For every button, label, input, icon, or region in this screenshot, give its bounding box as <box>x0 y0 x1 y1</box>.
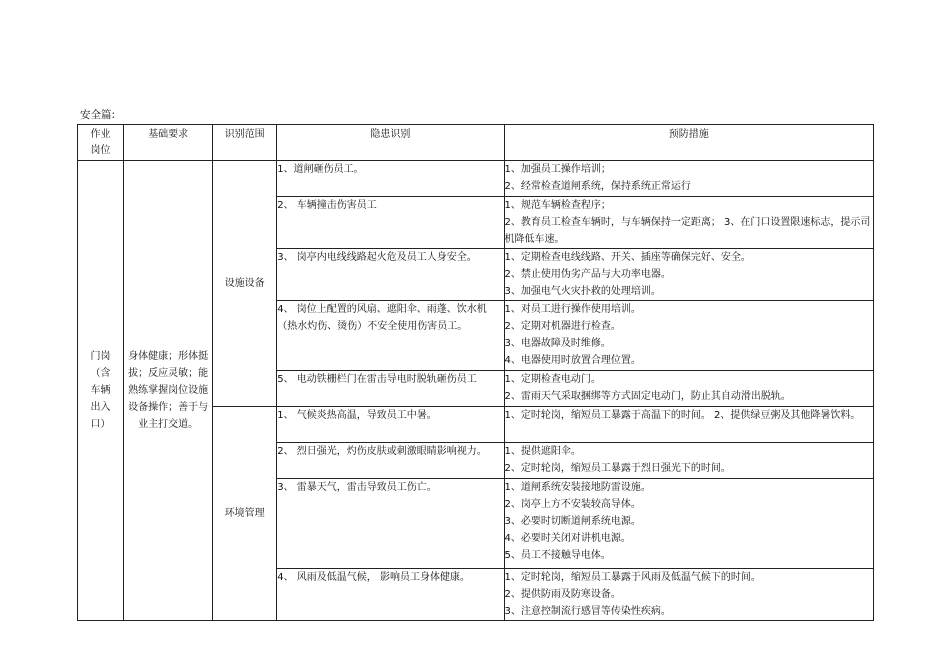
table-body <box>78 161 874 621</box>
measure-item: 1、对员工进行操作使用培训。 <box>504 304 641 315</box>
measure-item: 2、雷雨天气采取捆绑等方式固定电动门，防止其自动滑出脱轨。 <box>504 391 791 402</box>
measure-item: 1、定时轮岗，缩短员工暴露于高温下的时间。 2、提供绿豆粥及其他降暑饮料。 <box>504 410 861 421</box>
safety-table <box>77 124 874 621</box>
measure-item: 2、教育员工检查车辆时，与车辆保持一定距离； 3、在门口设置限速标志，提示司机降低车速。 <box>504 217 871 245</box>
measure-item: 4、必要时关闭对讲机电源。 <box>504 533 631 544</box>
measure-item: 1、加强员工操作培训； <box>504 164 611 175</box>
header-measure: 预防措施 <box>504 125 873 161</box>
measure-cell <box>504 569 873 621</box>
measure-item: 3、必要时切断道闸系统电源。 <box>504 516 641 527</box>
measure-cell <box>504 479 873 569</box>
measure-item: 1、定时轮岗，缩短员工暴露于风雨及低温气候下的时间。 <box>504 572 761 583</box>
measure-cell <box>504 407 873 443</box>
table-row <box>78 161 874 197</box>
hazard-cell: 1、 气候炎热高温，导致员工中暑。 <box>277 407 504 443</box>
measure-item: 5、员工不接触导电体。 <box>504 550 611 561</box>
hazard-cell: 3、 岗亭内电线线路起火危及员工人身安全。 <box>277 249 504 301</box>
measure-cell <box>504 161 873 197</box>
scope-cell: 设施设备 <box>213 161 277 407</box>
measure-item: 3、注意控制流行感冒等传染性疾病。 <box>504 606 671 617</box>
hazard-cell: 2、 烈日强光，灼伤皮肤或刺激眼睛影响视力。 <box>277 443 504 479</box>
measure-item: 3、电器故障及时维修。 <box>504 338 611 349</box>
measure-item: 2、经常检查道闸系统，保持系统正常运行 <box>504 181 691 192</box>
header-basic: 基础要求 <box>124 125 213 161</box>
header-post-line2: 岗位 <box>90 144 111 156</box>
measure-item: 1、规范车辆检查程序； <box>504 200 611 211</box>
hazard-cell: 2、 车辆撞击伤害员工 <box>277 197 504 249</box>
measure-item: 2、定期对机器进行检查。 <box>504 321 621 332</box>
header-post-line1: 作业 <box>90 128 111 140</box>
basic-requirement-cell: 身体健康；形体挺拔；反应灵敏；能熟练掌握岗位设施设备操作；善于与业主打交道。 <box>124 161 213 621</box>
hazard-cell: 4、 岗位上配置的风扇、遮阳伞、雨蓬、饮水机（热水灼伤、烫伤）不安全使用伤害员工。 <box>277 301 504 371</box>
section-title: 安全篇: <box>80 109 116 121</box>
measure-cell <box>504 197 873 249</box>
measure-item: 2、提供防雨及防寒设备。 <box>504 589 621 600</box>
hazard-cell: 5、 电动铁栅栏门在雷击导电时脱轨砸伤员工 <box>277 371 504 407</box>
measure-item: 4、电器使用时放置合理位置。 <box>504 355 641 366</box>
scope-cell: 环境管理 <box>213 407 277 621</box>
measure-cell <box>504 371 873 407</box>
header-hazard: 隐患识别 <box>277 125 504 161</box>
measure-item: 1、定期检查电线线路、开关、插座等确保完好、安全。 <box>504 252 751 263</box>
hazard-cell: 3、 雷暴天气，雷击导致员工伤亡。 <box>277 479 504 569</box>
header-post <box>78 125 124 161</box>
measure-item: 1、道闸系统安装接地防雷设施。 <box>504 482 651 493</box>
table-header-row <box>78 125 874 161</box>
measure-item: 1、提供遮阳伞。 <box>504 446 581 457</box>
post-cell: 门岗 （含 车辆 出入 口） <box>78 161 124 621</box>
measure-item: 1、定期检查电动门。 <box>504 374 601 385</box>
measure-cell <box>504 249 873 301</box>
measure-item: 2、定时轮岗，缩短员工暴露于烈日强光下的时间。 <box>504 463 731 474</box>
measure-item: 2、岗亭上方不安装较高导体。 <box>504 499 641 510</box>
header-scope: 识别范围 <box>213 125 277 161</box>
measure-item: 2、禁止使用伪劣产品与大功率电器。 <box>504 269 671 280</box>
hazard-cell: 1、道闸砸伤员工。 <box>277 161 504 197</box>
measure-cell <box>504 443 873 479</box>
hazard-cell: 4、 风雨及低温气候， 影响员工身体健康。 <box>277 569 504 621</box>
measure-cell <box>504 301 873 371</box>
measure-item: 3、加强电气火灾扑救的处理培训。 <box>504 286 661 297</box>
